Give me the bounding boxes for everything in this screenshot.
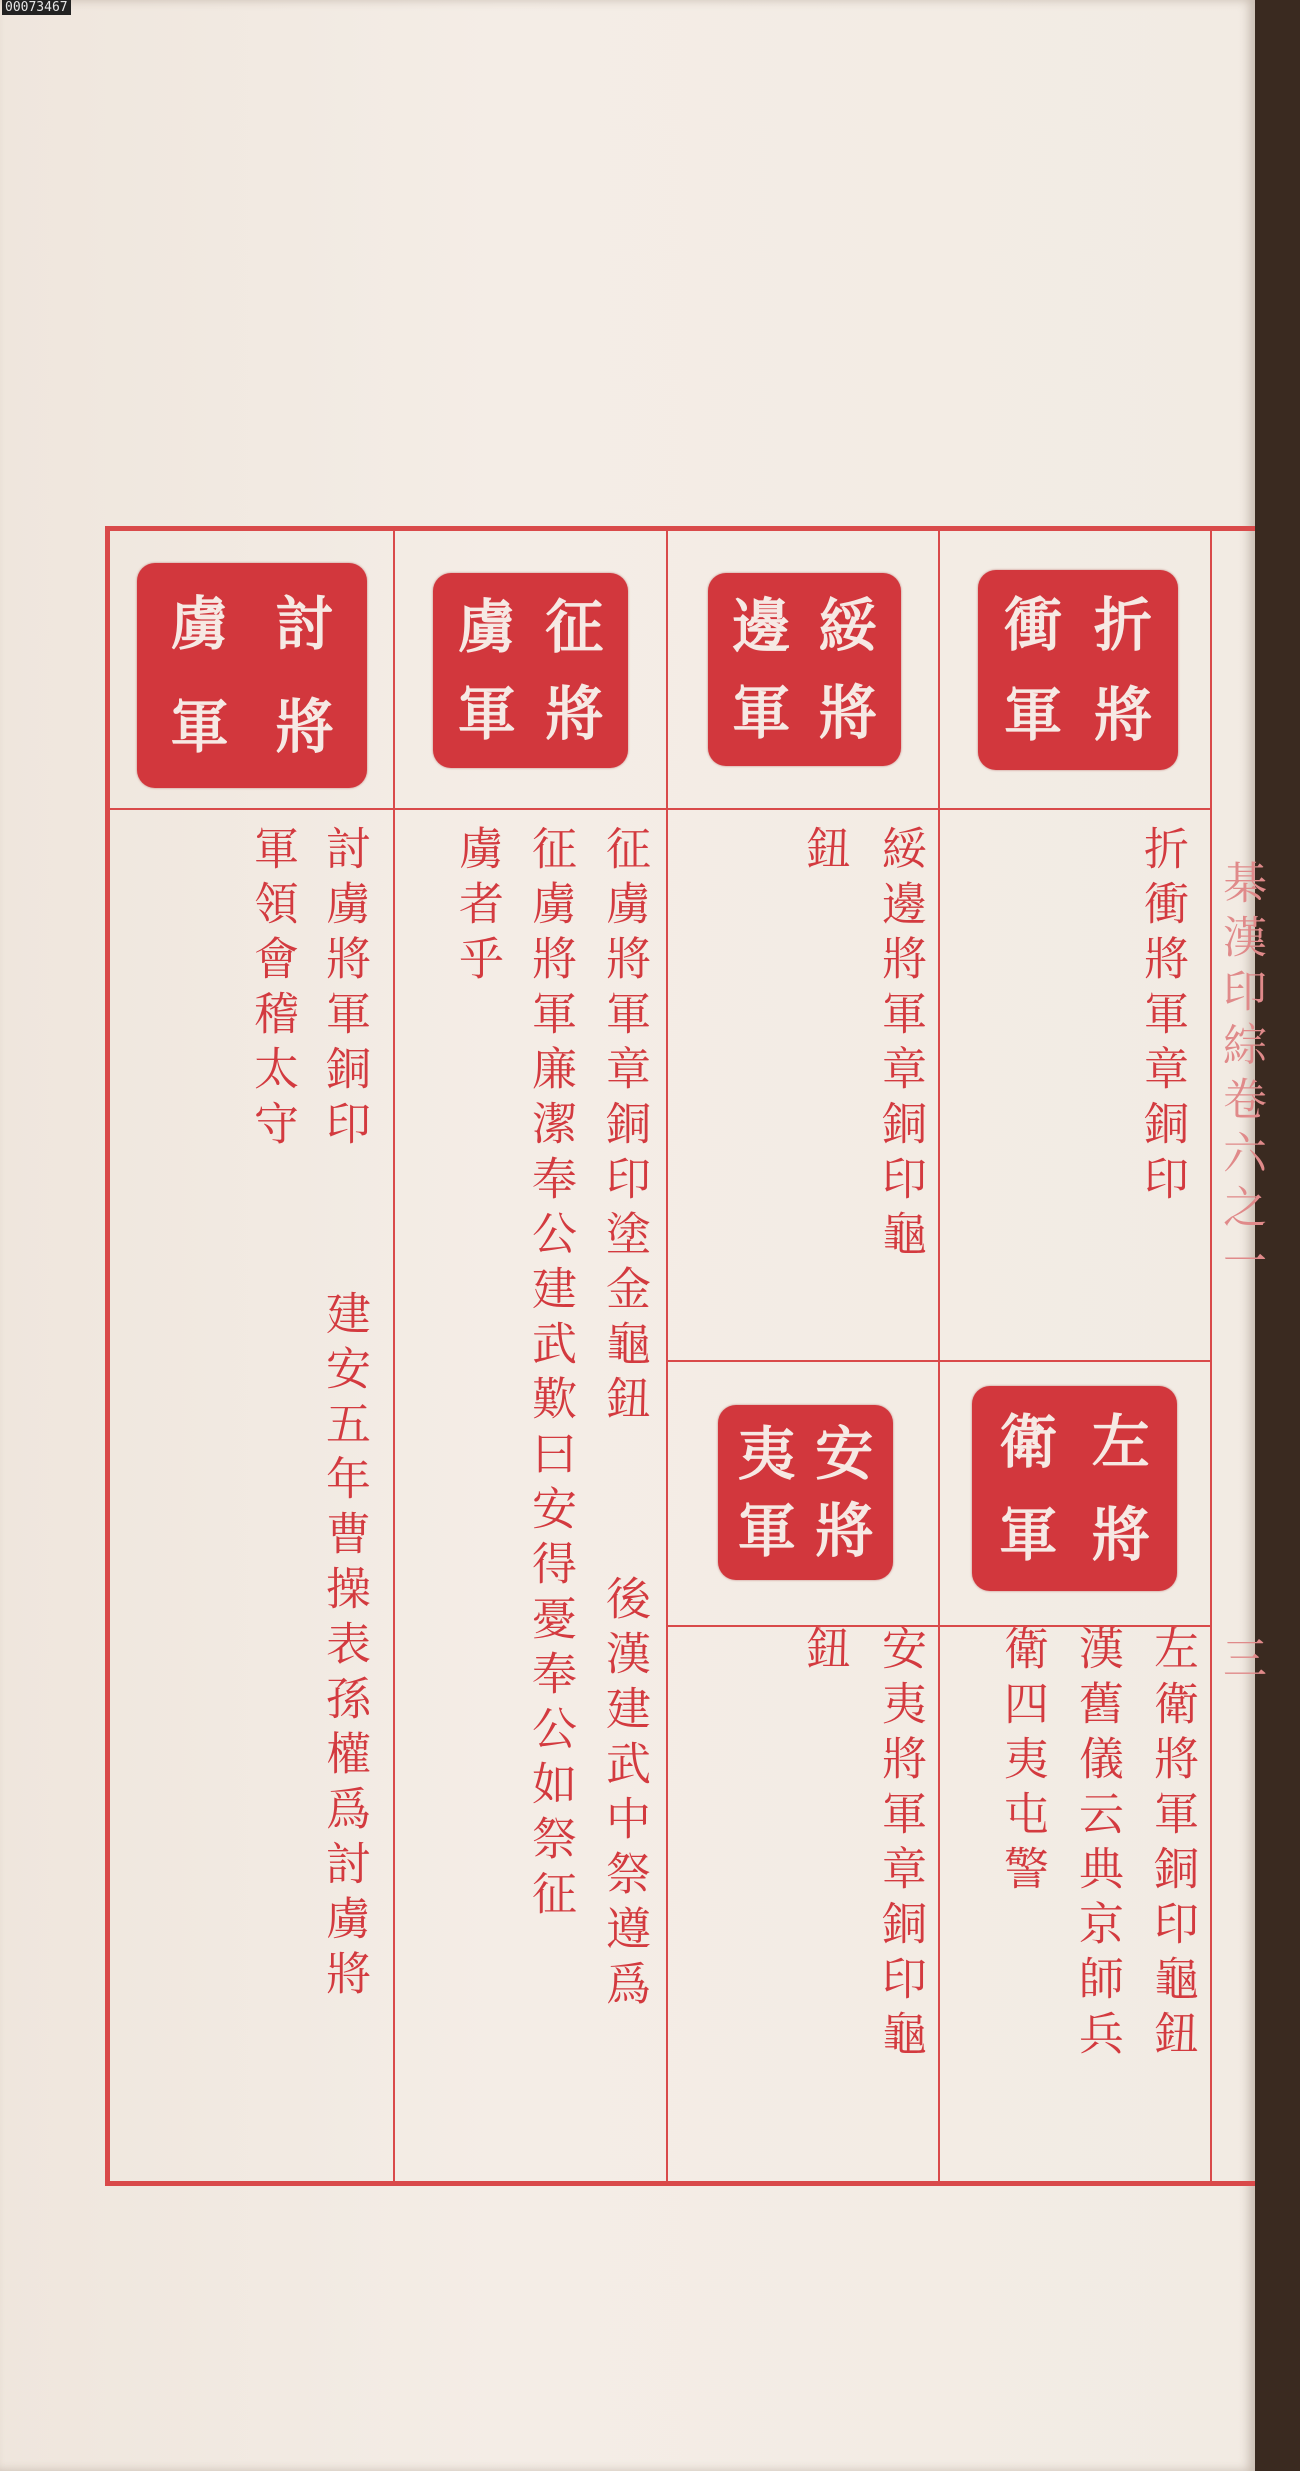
entry-zhenglu-note1: 後漢建武中祭遵爲 [598,1575,651,2015]
entry-anyi-cont: 鈕 [798,1625,851,1680]
column-divider [666,531,668,2186]
entry-anyi: 安夷將軍章銅印龜 [874,1625,927,2065]
entry-zuowei-note2: 衛四夷屯警 [996,1625,1049,1900]
entry-taolu: 討虜將軍銅印 [318,825,371,1155]
column-divider [393,531,395,2186]
folio-number: 三 [1215,1635,1266,1689]
entry-zhenglu: 征虜將軍章銅印塗金龜鈕 [598,825,651,1430]
entry-zuowei: 左衛將軍銅印龜鈕 [1146,1625,1199,2065]
row-divider [666,1625,1210,1627]
seal-anyi: 夷 安 軍 將 [718,1405,893,1580]
row-divider [666,1360,1210,1362]
entry-zhenglu-note3: 虜者乎 [451,825,504,990]
seal-suibian: 邊 綏 軍 將 [708,573,901,766]
entry-suibian-cont: 鈕 [798,825,851,880]
entry-taolu-note1: 建安五年曹操表孫權爲討虜將 [318,1290,371,2005]
entry-zuowei-note1: 漢舊儀云典京師兵 [1071,1625,1124,2065]
column-divider [1210,531,1212,2186]
entry-zhechong: 折衝將軍章銅印 [1136,825,1189,1210]
column-divider [938,531,940,2186]
seal-zhechong: 衝 折 軍 將 [978,570,1178,770]
scan-id: 00073467 [2,0,71,15]
seal-zuowei: 衛 左 軍 將 [972,1386,1177,1591]
entry-suibian: 綏邊將軍章銅印龜 [874,825,927,1265]
entry-zhenglu-note2: 征虜將軍廉潔奉公建武歎曰安得憂奉公如祭征 [524,825,577,1925]
row-divider [110,808,1210,810]
seal-zhenglu: 虜 征 軍 將 [433,573,628,768]
seal-taolu: 虜 討 軍 將 [137,563,367,788]
book-title: 棊漢印綜卷六之一 [1215,860,1266,1292]
entry-taolu-note2: 軍領會稽太守 [246,825,299,1155]
